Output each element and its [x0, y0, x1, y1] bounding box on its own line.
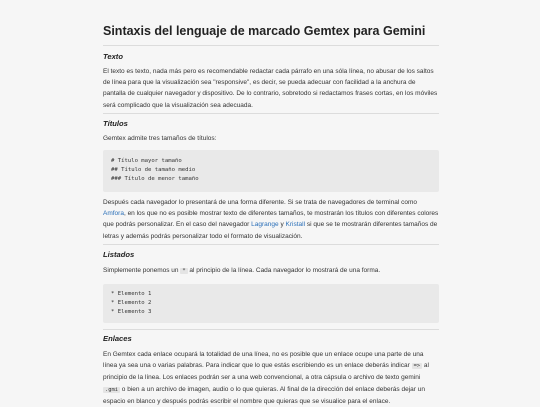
- code-line: ### Título de menor tamaño: [111, 176, 199, 182]
- paragraph-titulos-browsers: [103, 197, 439, 242]
- divider: [103, 329, 439, 330]
- code-block-listados: [103, 284, 439, 323]
- divider: [103, 244, 439, 245]
- section-heading-listados: Listados: [103, 250, 135, 259]
- text: Después cada navegador lo presentará de una forma diferente. Si se trata de navegadores de terminal como: [103, 199, 417, 206]
- text: o bien a un archivo de imagen, audio o lo que quieras. Al final de la dirección del enlace deberás dejar un espacio en blanco y después podrás escribir el nombre que quieras que se visualice para el enlace.: [103, 385, 425, 405]
- text: al principio de la línea. Cada navegador lo mostrará de una forma.: [187, 267, 381, 274]
- page-title: Sintaxis del lenguaje de marcado Gemtex para Gemini: [103, 24, 426, 38]
- link-kristall[interactable]: Kristall: [285, 221, 306, 229]
- text: y: [278, 221, 286, 229]
- code-line: * Elemento 3: [111, 309, 152, 315]
- inline-code: .gmi: [105, 386, 118, 393]
- divider: [103, 113, 439, 114]
- divider: [103, 45, 439, 46]
- paragraph-listados-intro: [103, 265, 439, 277]
- code-line: * Elemento 2: [111, 300, 152, 306]
- link-lagrange[interactable]: Lagrange: [251, 221, 279, 229]
- inline-code: =>: [413, 363, 421, 370]
- section-heading-enlaces: Enlaces: [103, 334, 132, 343]
- section-heading-texto: Texto: [103, 52, 123, 61]
- text: al principio de la línea. Los enlaces podrán ser a una web convencional, a otra cápsula o archivo de texto gemini: [103, 362, 429, 382]
- code-line: # Título mayor tamaño: [111, 158, 182, 164]
- text: si que se te mostrarán diferentes tamaños de letras y además podrás personalizar todo el formato de visualización.: [103, 221, 438, 240]
- code-line: * Elemento 1: [111, 291, 152, 297]
- text: , en los que no es posible mostrar texto de diferentes tamaños, te mostrarán los títulos con diferentes colores que podrás personalizar. En el caso del navegador: [103, 210, 439, 229]
- code-block-titulos: [103, 150, 439, 192]
- inline-code: *: [182, 268, 186, 274]
- paragraph-enlaces: [103, 349, 439, 407]
- text: Simplemente ponemos un: [103, 267, 181, 274]
- paragraph-texto: El texto es texto, nada más pero es recomendable redactar cada párrafo en una sóla línea, no abusar de los saltos de línea para que la visualización sea "responsive", es decir, se pueda adecuar con facilidad a la anchura de pantalla de cualquier navegador y dispositivo. De lo contrario, sobretodo si redactamos frases cortas, en los móviles será complicado que la visualización sea adecuada.: [103, 68, 438, 109]
- paragraph-titulos-intro: Gemtex admite tres tamaños de títulos:: [103, 135, 217, 142]
- link-amfora[interactable]: Amfora: [103, 210, 124, 218]
- text: En Gemtex cada enlace ocupará la totalidad de una línea, no es posible que un enlace ocupe una parte de una línea ya sea una o varias palabras. Para indicar que lo que estás escribiendo es un enlace deberás indicar: [103, 351, 424, 370]
- code-line: ## Título de tamaño medio: [111, 167, 196, 173]
- section-heading-titulos: Títulos: [103, 119, 128, 128]
